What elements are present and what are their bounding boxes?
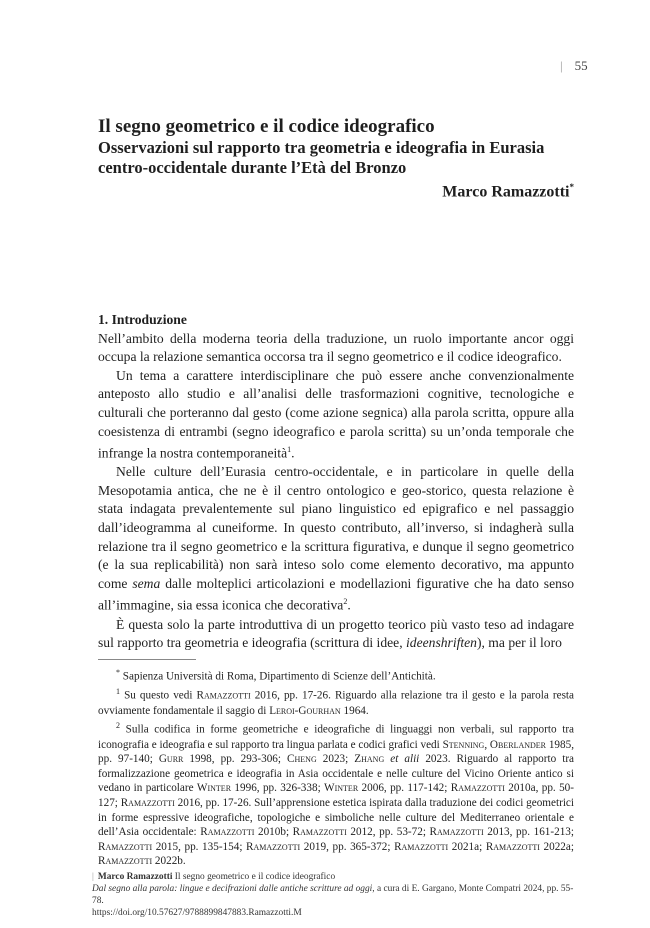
footnote-ref-2[interactable]: 2: [343, 597, 348, 607]
footnote-separator: [98, 659, 196, 660]
author-name: Marco Ramazzotti: [442, 183, 570, 201]
page-number-divider: |: [560, 58, 563, 73]
footnotes: [98, 666, 574, 870]
footnote-2: $^2$ Sulla codifica in forme geometriche e ideografiche di linguaggi non verbali, sul rapporto tra iconografia e ideografia e sul rapporto tra lingua parlata e codici grafici vedi Stenning, Oberlander 1985, pp. 97-140; Gurr 1998, pp. 293-306; Cheng 2023; Zhang et alii 2023. Riguardo al rapporto tra formalizzazione geometrica e ideografia in Asia occidentale e nelle culture del Vicino Oriente antico si vedano in particolare Winter 1996, pp. 326-338; Winter 2006, pp. 117-142; Ramazzotti 2010a, pp. 50-127; Ramazzotti 2016, pp. 17-26. Sull’apprensione estetica ispirata dalla traduzione dei codici geometrici in forme espressive ideografiche, topologiche e simboliche nelle culture del Mediterraneo orientale e dell’Asia occidentale: Ramazzotti 2010b; Ramazzotti 2012, pp. 53-72; Ramazzotti 2013, pp. 161-213; Ramazzotti 2015, pp. 135-154; Ramazzotti 2019, pp. 365-372; Ramazzotti 2021a; Ramazzotti 2022a; Ramazzotti 2022b.: [98, 721, 575, 868]
paragraph-2: Un tema a carattere interdisciplinare che può essere anche convenzionalmente anteposto allo studio e all’analisi delle trasformazioni cognitive, tecnologiche e culturali che porteranno dal gesto (come azione segnica) alla parola scritta, oppure alla coesistenza di entrambi (segno ideografico e parola scritta) su un’onda temporale che infrange la nostra contemporaneità$^1$.: [98, 367, 574, 461]
footnote-ref-1[interactable]: 1: [287, 445, 292, 455]
paragraph-4: È questa solo la parte introduttiva di un progetto teorico più vasto teso ad indagare sul rapporto tra geometria e ideografia (scrittura di idee, ideenshriften), ma per il loro: [98, 616, 574, 651]
footer-doi-link[interactable]: https://doi.org/10.57627/9788899847883.Ramazzotti.M: [92, 908, 302, 918]
footer-source-line: Dal segno alla parola: lingue e decifrazioni dalle antiche scritture ad oggi, a cura di E. Gargano, Monte Compatri 2024, pp. 55-78.: [92, 884, 574, 906]
section-heading: 1. Introduzione: [98, 312, 187, 327]
author-footnote-mark: *: [569, 182, 574, 192]
body-text: [98, 311, 574, 653]
title-block: [98, 116, 574, 178]
page-number: | 55: [560, 58, 588, 73]
footnote-1: $^1$ Su questo vedi Ramazzotti 2016, pp. 17-26. Riguardo alla relazione tra il gesto e la parola resta ovviamente fondamentale il saggio di Leroi-Gourhan 1964.: [98, 687, 574, 717]
footer-divider: |: [92, 872, 94, 882]
footer-title-line: | Marco Ramazzotti Il segno geometrico e il codice ideografico: [92, 872, 336, 882]
article-subtitle-line2: centro-occidentale durante l’Età del Bronzo: [98, 158, 407, 177]
author-byline: [98, 182, 574, 201]
page-footer: [92, 871, 582, 919]
paragraph-3: Nelle culture dell’Eurasia centro-occidentale, e in particolare in quelle della Mesopotamia antica, che ne è il centro ontologico e geo-storico, questa relazione è stata indagata prevalentemente sul piano linguistico ed epigrafico e nel passaggio dall’ideogramma al cuneiforme. In questo contributo, all’inverso, si indagherà sulla relazione tra il segno geometrico e la scrittura figurativa, e dunque il segno geometrico (e la sua replicabilità) non sarà inteso solo come elemento decorativo, ma appunto come sema dalle molteplici articolazioni e modellazioni figurative che ha dato senso all’immagine, sia essa iconica che decorativa$^2$.: [98, 464, 575, 613]
footnote-star: * Sapienza Università di Roma, Dipartimento di Scienze dell’Antichità.: [116, 668, 436, 683]
article-subtitle-line1: Osservazioni sul rapporto tra geometria e ideografia in Eurasia: [98, 138, 545, 157]
paragraph-1: Nell’ambito della moderna teoria della traduzione, un ruolo importante ancor oggi occupa la relazione semantica occorsa tra il segno geometrico e il codice ideografico.: [98, 330, 574, 365]
article-title: Il segno geometrico e il codice ideografico: [98, 116, 435, 137]
